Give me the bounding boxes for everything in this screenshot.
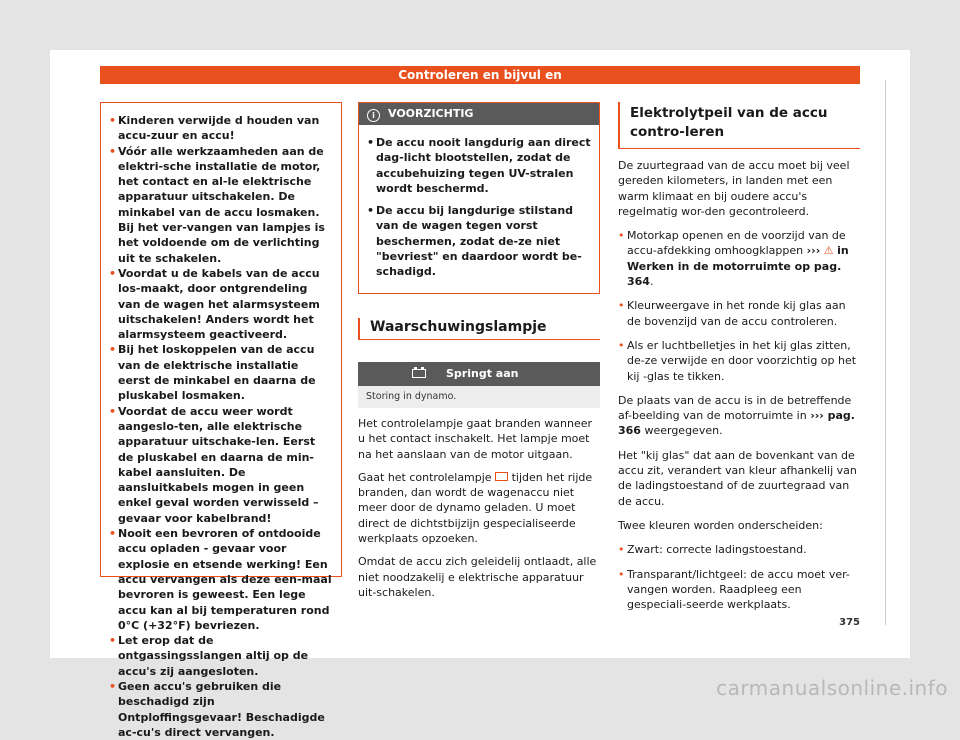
sight-glass-paragraph: Het "kij glas" dat aan de bovenkant van de accu zit, verandert van kleur afhankelij van de ladingstoestand of de zuurtegraad van de accu. [618,448,857,508]
color-list [618,542,860,612]
page-edge-line [885,80,886,625]
warning-item: • Kinderen verwijde d houden van accu-zuur en accu! [109,113,333,144]
caution-item: • De accu nooit langdurig aan direct dag-licht blootstellen, zodat de accubehuizing tegen UV-stralen wordt beschermd. [367,135,591,196]
warning-lamp-title: Waarschuwingslampje [358,318,600,340]
warning-lamp-status: Storing in dynamo. [358,386,600,408]
electrolyte-step: • Kleurweergave in het ronde kij glas aan de bovenzijd van de accu controleren. [618,298,860,329]
color-item: • Transparant/lichtgeel: de accu moet ver-vangen worden. Raadpleeg een gespeciali-seerde werkplaats. [618,567,860,613]
electrolyte-step: • Als er luchtbelletjes in het kij glas zitten, de-ze verwijde en door voorzichtig op het kij -glas te tikken. [618,338,860,384]
caution-item: • De accu bij langdurige stilstand van de wagen tegen vorst beschermen, zodat de-ze niet "bevriest" en daardoor wordt be-schadigd. [367,203,591,279]
warning-item: • Bij het loskoppelen van de accu van de elektrische installatie eerst de minkabel en daarna de pluskabel losmaken. [109,342,333,403]
step-text: Motorkap openen en de voorzijd van de accu-afdekking omhoogklappen [627,229,846,258]
electrolyte-title: Elektrolytpeil van de accu contro-leren [618,102,860,149]
warning-lamp-bar [358,362,600,386]
page-reference-link[interactable]: ››› pag. 366 [618,409,855,438]
warning-item: • Voordat u de kabels van de accu los-maakt, door ontgrendeling van de wagen het alarmsysteem uitschakelen! Anders wordt het alarmsysteem geactiveerd. [109,266,333,342]
section-header: Controleren en bijvul en [100,66,860,84]
lamp-paragraph-1: Het controlelampje gaat branden wanneer u het contact inschakelt. Het lampje moet na het aanslaan van de motor uitgaan. [358,416,593,461]
warning-item: • Vóór alle werkzaamheden aan de elektri-sche installatie de motor, het contact en al-le elektrische apparatuur uitschakelen. De minkabel van de accu losmaken. Bij het ver-vangen van lampjes is het voldoende om de verlichting uit te schakelen. [109,144,333,266]
warning-item: • Geen accu's gebruiken die beschadigd zijn Ontploffingsgevaar! Beschadigde ac-cu's direct vervangen. [109,679,333,740]
battery-location-paragraph [618,393,860,439]
column-left [100,102,342,739]
location-text-end: weergegeven. [644,424,723,438]
column-middle [358,102,600,600]
lamp-paragraph-3: Omdat de accu zich geleidelij ontlaadt, alle niet noodzakelij e elektrische apparatuur uit-schakelen. [358,555,597,599]
warning-triangle-icon: ⚠ [823,244,834,258]
warning-list [109,113,333,740]
caution-box [358,102,600,294]
caution-header [359,103,599,125]
watermark: carmanualsonline.info [716,676,948,700]
page-number: 375 [839,617,860,628]
page-reference-link[interactable]: in Werken in de motorruimte op pag. 364 [627,244,849,289]
warning-box [100,102,342,739]
caution-body [359,125,599,293]
info-icon: i [367,109,380,122]
column-right [618,102,860,612]
lamp-paragraph-2 [358,470,600,546]
color-item: • Zwart: correcte ladingstoestand. [618,542,860,557]
warning-lamp-label: Springt aan [446,366,519,380]
electrolyte-step: • Motorkap openen en de voorzijd van de accu-afdekking omhoogklappen ››› ⚠ in Werken in de motorruimte op pag. 364. [618,228,860,289]
two-colors-paragraph: Twee kleuren worden onderscheiden: [618,518,823,532]
warning-item: • Nooit een bevroren of ontdooide accu opladen - gevaar voor explosie en etsende werking! Een accu vervangen als deze een-maal bevroren is geweest. Een lege accu kan al bij temperaturen rond 0°C (+32°F) bevriezen. [109,526,333,633]
electrolyte-intro: De zuurtegraad van de accu moet bij veel gereden kilometers, in landen met een warm klimaat en bij oudere accu's regelmatig wor-den gecontroleerd. [618,159,850,218]
reference-arrow[interactable]: ››› [806,244,821,258]
warning-item: • Let erop dat de ontgassingsslangen altij op de accu's zij aangesloten. [109,633,333,679]
battery-icon [495,472,508,481]
lamp-paragraph-2-end: tijden het rijde branden, dan wordt de wagenaccu niet meer door de dynamo geladen. U moet direct de dichtstbijzijn gespecialiseerde werkplaats opzoeken. [358,470,593,546]
electrolyte-steps [618,228,860,384]
location-text: De plaats van de accu is in de betreffende af-beelding van de motorruimte in [618,393,852,423]
battery-icon [412,369,426,378]
warning-item: • Voordat de accu weer wordt aangeslo-ten, alle elektrische apparatuur uitschake-len. Eerst de pluskabel en daarna de min-kabel aansluiten. De aansluitkabels mogen in geen enkel geval worden verwisseld – gevaar voor kabelbrand! [109,404,333,526]
caution-title: VOORZICHTIG [388,107,474,120]
lamp-paragraph-2-start: Gaat het controlelampje [358,470,492,484]
